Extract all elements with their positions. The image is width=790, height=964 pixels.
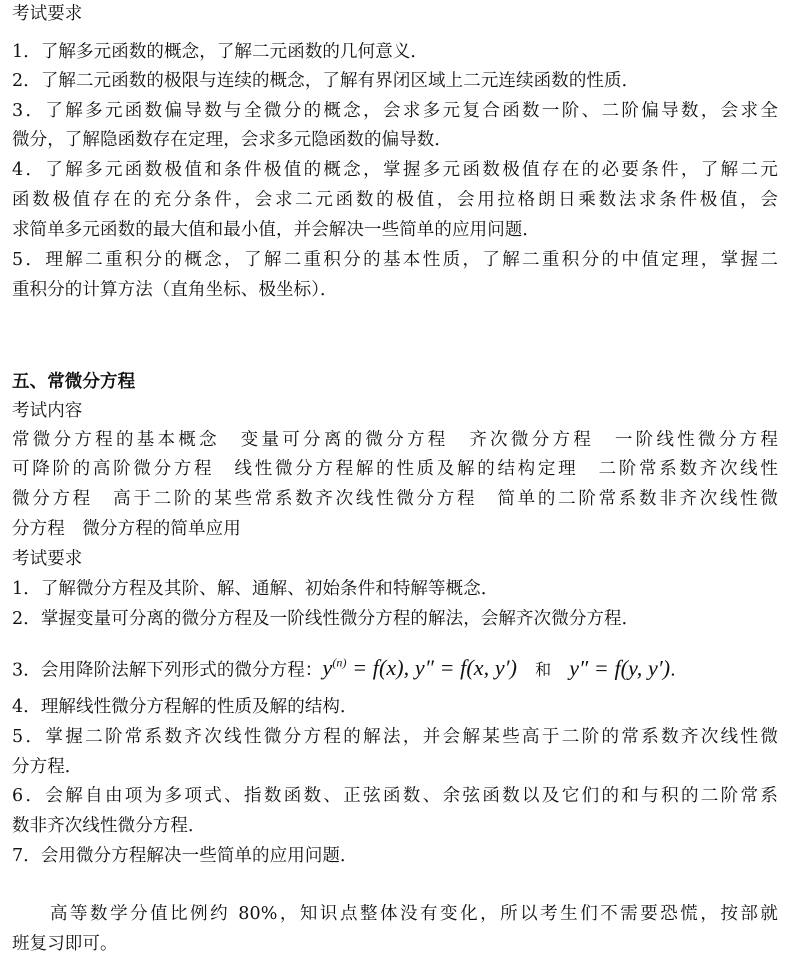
requirement-item-4-line-2: 函数极值存在的充分条件，会求二元函数的极值，会用拉格朗日乘数法求条件极值，会	[12, 190, 778, 210]
formula-second: y″ = f(y, y′)	[569, 655, 671, 681]
ode-requirement-item-6-line-1: 6．会解自由项为多项式、指数函数、正弦函数、余弦函数以及它们的和与积的二阶常系	[12, 786, 778, 806]
requirement-item-2: 2．了解二元函数的极限与连续的概念，了解有界闭区域上二元连续函数的性质．	[12, 71, 640, 91]
exam-content-line-3: 微分方程 高于二阶的某些常系数齐次线性微分方程 简单的二阶常系数非齐次线性微	[12, 489, 778, 509]
closing-paragraph-line-2: 班复习即可。	[12, 934, 118, 954]
exam-content-heading: 考试内容	[12, 401, 83, 421]
ode-requirement-item-5-line-1: 5．掌握二阶常系数齐次线性微分方程的解法，并会解某些高于二阶的常系数齐次线性微	[12, 727, 778, 747]
ode-requirement-item-4: 4．理解线性微分方程解的性质及解的结构．	[12, 697, 358, 717]
exam-content-line-4: 分方程 微分方程的简单应用	[12, 519, 241, 539]
closing-paragraph-line-1: 高等数学分值比例约 80%，知识点整体没有变化，所以考生们不需要恐慌，按部就	[50, 904, 778, 924]
requirement-item-5-line-2: 重积分的计算方法（直角坐标、极坐标）．	[12, 280, 338, 300]
exam-requirements-heading: 考试要求	[12, 4, 83, 24]
formula-and: 和	[535, 660, 552, 680]
requirement-item-5-line-1: 5．理解二重积分的概念，了解二重积分的基本性质，了解二重积分的中值定理，掌握二	[12, 250, 778, 270]
ode-requirement-item-3	[12, 646, 778, 680]
formula-period: .	[670, 660, 676, 681]
ode-requirement-item-3-text: 3．会用降阶法解下列形式的微分方程：	[12, 660, 323, 681]
formula-rest: = f(x), y″ = f(x, y′)	[346, 655, 518, 681]
ode-requirement-item-6-line-2: 数非齐次线性微分方程．	[12, 816, 206, 836]
requirement-item-1: 1．了解多元函数的概念，了解二元函数的几何意义．	[12, 42, 429, 62]
ode-requirement-item-7: 7．会用微分方程解决一些简单的应用问题．	[12, 846, 358, 866]
requirement-item-3-line-1: 3．了解多元函数偏导数与全微分的概念，会求多元复合函数一阶、二阶偏导数，会求全	[12, 101, 778, 121]
ode-requirement-item-1: 1．了解微分方程及其阶、解、通解、初始条件和特解等概念．	[12, 579, 499, 599]
requirement-item-4-line-1: 4．了解多元函数极值和条件极值的概念，掌握多元函数极值存在的必要条件，了解二元	[12, 160, 778, 180]
exam-content-line-2: 可降阶的高阶微分方程 线性微分方程解的性质及解的结构定理 二阶常系数齐次线性	[12, 459, 778, 479]
section-title: 五、常微分方程	[12, 372, 136, 392]
ode-requirement-item-2: 2．掌握变量可分离的微分方程及一阶线性微分方程的解法，会解齐次微分方程．	[12, 609, 640, 629]
formula-order-superscript: (n)	[332, 656, 347, 670]
formula-reducible-order	[322, 655, 517, 680]
exam-content-line-1: 常微分方程的基本概念 变量可分离的微分方程 齐次微分方程 一阶线性微分方程	[12, 430, 778, 450]
formula-y: y	[322, 655, 333, 681]
ode-requirement-item-5-line-2: 分方程．	[12, 757, 83, 777]
exam-requirements-heading-2: 考试要求	[12, 549, 83, 569]
requirement-item-3-line-2: 微分，了解隐函数存在定理，会求多元隐函数的偏导数．	[12, 130, 452, 150]
requirement-item-4-line-3: 求简单多元函数的最大值和最小值，并会解决一些简单的应用问题．	[12, 220, 540, 240]
